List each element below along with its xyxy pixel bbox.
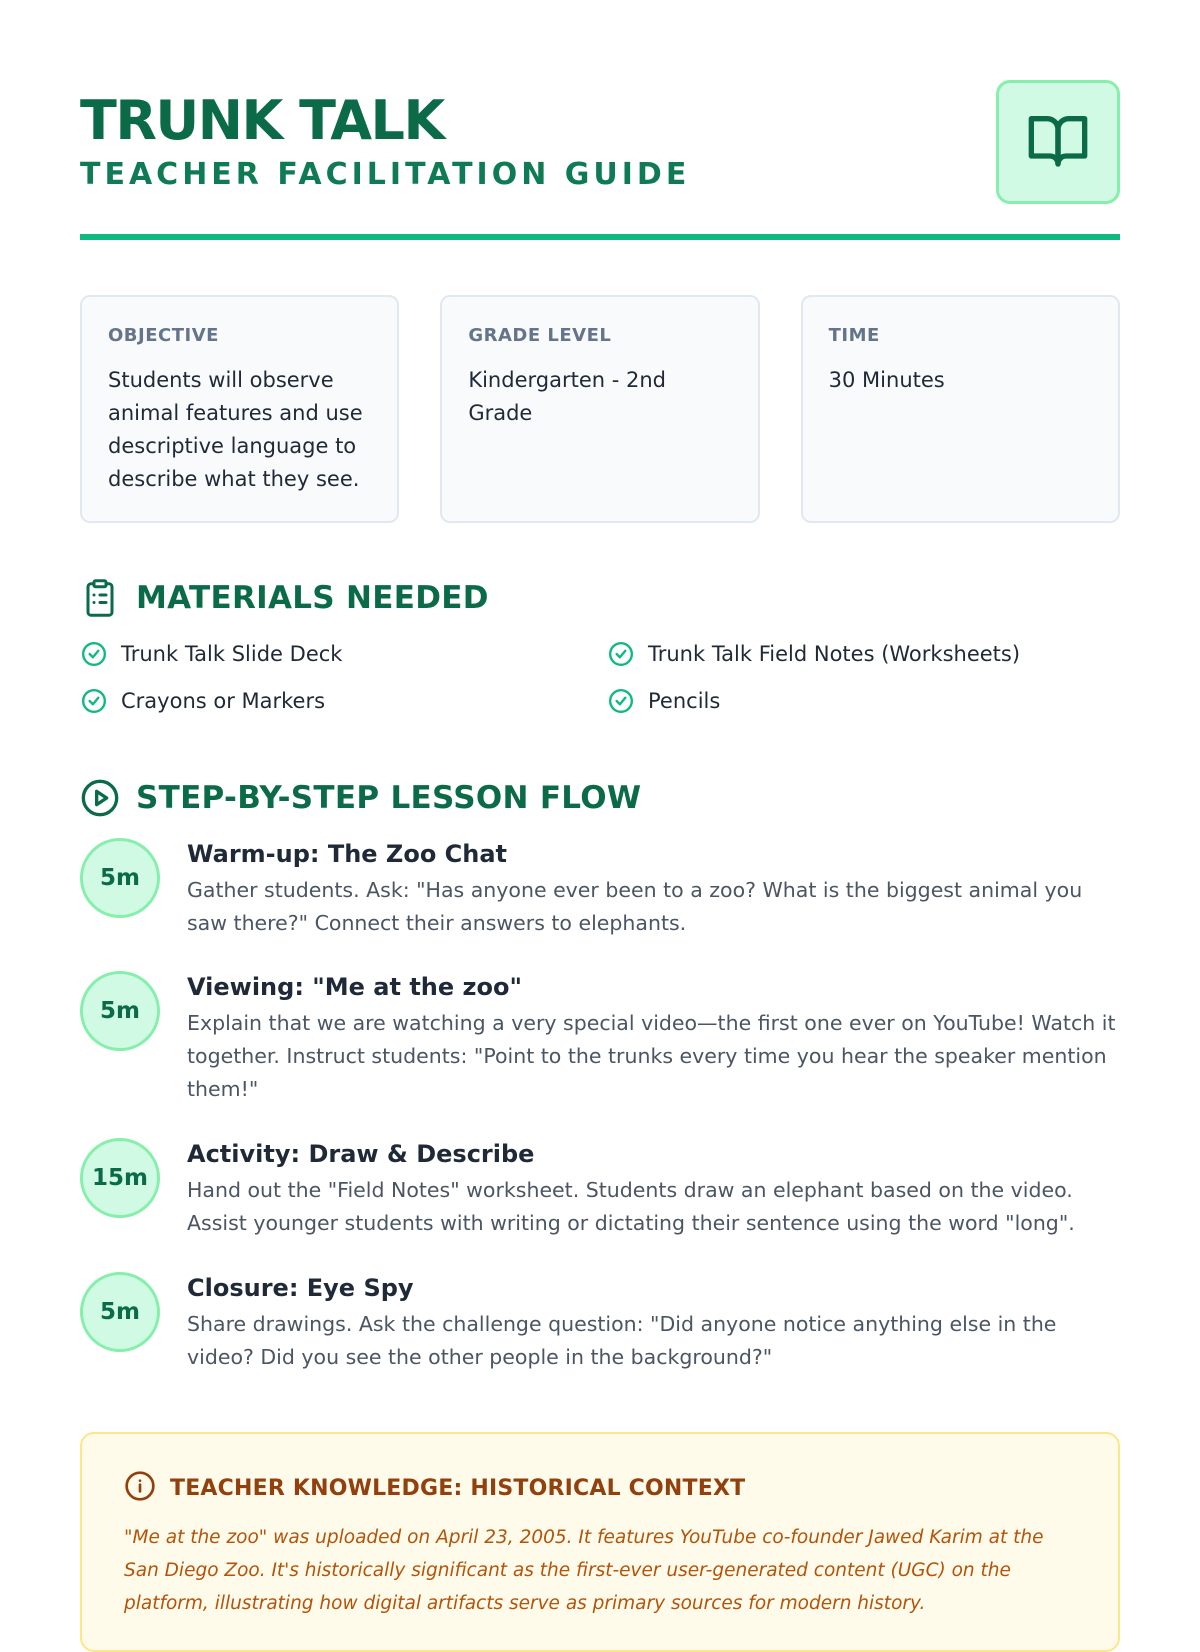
objective-card	[80, 295, 399, 523]
step-description: Gather students. Ask: "Has anyone ever been to a zoo? What is the biggest animal you saw there?" Connect their answers to elephants.	[187, 878, 1083, 935]
material-label: Trunk Talk Slide Deck	[121, 641, 343, 666]
step-duration-badge: 5m	[80, 838, 160, 918]
card-value: Students will observe animal features and use descriptive language to describe what they see.	[108, 368, 363, 491]
step-description: Explain that we are watching a very special video—the first one ever on YouTube! Watch it together. Instruct students: "Point to the trunks every time you hear the speaker mention them!"	[187, 1011, 1116, 1101]
card-label: GRADE LEVEL	[468, 325, 612, 346]
facilitation-guide-page	[80, 0, 1120, 1614]
card-value: 30 Minutes	[828, 368, 945, 392]
step-title: Warm-up: The Zoo Chat	[187, 840, 508, 868]
play-circle-icon	[80, 778, 120, 818]
step-body	[187, 1138, 1117, 1240]
list-item	[607, 640, 1120, 667]
material-label: Crayons or Markers	[121, 688, 326, 713]
check-circle-icon	[607, 640, 634, 667]
info-icon	[124, 1470, 156, 1507]
material-label: Trunk Talk Field Notes (Worksheets)	[648, 641, 1021, 666]
step-body	[187, 838, 1117, 940]
material-label: Pencils	[648, 688, 721, 713]
knowledge-heading	[124, 1470, 1076, 1507]
page-title: TRUNK TALK	[80, 89, 444, 152]
lesson-flow-heading	[80, 778, 641, 818]
step-title: Closure: Eye Spy	[187, 1274, 414, 1302]
header-divider	[80, 234, 1120, 240]
step-description: Hand out the "Field Notes" worksheet. Students draw an elephant based on the video. Assist younger students with writing or dictating their sentence using the word "long".	[187, 1178, 1075, 1235]
knowledge-text: "Me at the zoo" was uploaded on April 23, 2005. It features YouTube co-founder Jawed Karim at the San Diego Zoo. It's historically significant as the first-ever user-generated content (UGC) on the platform, illustrating how digital artifacts serve as primary sources for modern history.	[124, 1527, 1044, 1614]
step-body	[187, 971, 1117, 1106]
materials-heading	[80, 578, 489, 618]
step-title: Viewing: "Me at the zoo"	[187, 973, 522, 1001]
list-item	[80, 640, 607, 667]
list-item	[607, 687, 1120, 714]
grade-level-card	[440, 295, 759, 523]
open-book-icon	[1026, 108, 1090, 177]
teacher-knowledge-box	[80, 1432, 1120, 1652]
card-label: OBJECTIVE	[108, 325, 219, 346]
check-circle-icon	[80, 640, 107, 667]
book-badge	[996, 80, 1120, 204]
check-circle-icon	[80, 687, 107, 714]
step-duration-badge: 15m	[80, 1138, 160, 1218]
lesson-flow-title: STEP-BY-STEP LESSON FLOW	[136, 780, 642, 816]
time-card	[801, 295, 1120, 523]
step-description: Share drawings. Ask the challenge question: "Did anyone notice anything else in the video? Did you see the other people in the background?"	[187, 1312, 1057, 1369]
list-item	[80, 687, 607, 714]
materials-list	[80, 640, 1120, 714]
card-value: Kindergarten - 2nd Grade	[468, 368, 666, 425]
step-duration-badge: 5m	[80, 1272, 160, 1352]
card-label: TIME	[828, 325, 880, 346]
step-body	[187, 1272, 1117, 1374]
step-duration-badge: 5m	[80, 971, 160, 1051]
guide-header	[80, 80, 1120, 240]
step-title: Activity: Draw & Describe	[187, 1140, 535, 1168]
info-cards	[80, 295, 1120, 523]
clipboard-icon	[80, 578, 120, 618]
page-subtitle: TEACHER FACILITATION GUIDE	[80, 157, 691, 192]
check-circle-icon	[607, 687, 634, 714]
materials-title: MATERIALS NEEDED	[136, 580, 489, 616]
knowledge-title: TEACHER KNOWLEDGE: HISTORICAL CONTEXT	[170, 1476, 746, 1501]
